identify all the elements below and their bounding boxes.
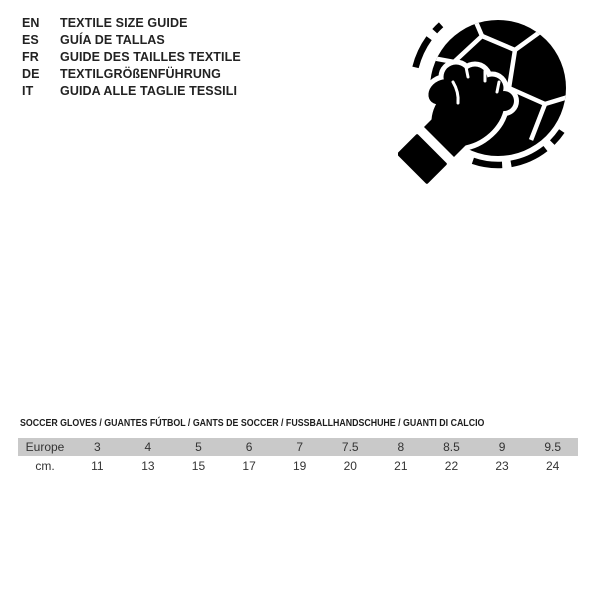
language-code: EN xyxy=(22,16,40,30)
language-code: IT xyxy=(22,84,34,98)
size-table-section xyxy=(20,417,580,476)
size-cell: 23 xyxy=(495,459,509,473)
language-row-it xyxy=(22,83,241,100)
size-cell: 8.5 xyxy=(443,440,460,454)
size-table-title: SOCCER GLOVES / GUANTES FÚTBOL / GANTS DE SOCCER / FUSSBALLHANDSCHUHE / GUANTI DI CALCIO xyxy=(20,417,485,429)
language-label: TEXTILE SIZE GUIDE xyxy=(60,16,188,30)
language-row-de xyxy=(22,66,241,83)
size-cell: 11 xyxy=(91,459,104,473)
size-cell: 5 xyxy=(195,440,202,454)
size-cell: 19 xyxy=(292,459,307,473)
language-code: ES xyxy=(22,33,39,47)
language-label: GUÍA DE TALLAS xyxy=(60,33,165,47)
size-cell: 20 xyxy=(343,459,357,473)
language-label: GUIDA ALLE TAGLIE TESSILI xyxy=(60,84,238,98)
table-row-europe xyxy=(18,438,578,456)
size-cell: 7.5 xyxy=(341,440,359,454)
language-code: FR xyxy=(22,50,39,64)
language-list xyxy=(22,15,241,100)
language-row-fr xyxy=(22,49,241,66)
size-cell: 24 xyxy=(545,459,560,473)
language-label: TEXTILGRÖßENFÜHRUNG xyxy=(60,67,221,81)
language-label: GUIDE DES TAILLES TEXTILE xyxy=(60,50,241,64)
size-cell: 3 xyxy=(93,440,101,454)
size-cell: 21 xyxy=(394,459,408,473)
glove-ball-icon xyxy=(398,0,570,200)
size-cell: 6 xyxy=(245,440,253,454)
size-cell: 13 xyxy=(141,459,155,473)
size-cell: 9.5 xyxy=(544,440,562,454)
size-cell: 22 xyxy=(444,459,459,473)
size-cell: 8 xyxy=(397,440,405,454)
language-row-es xyxy=(22,32,241,49)
row-label: Europe xyxy=(25,440,65,454)
language-code: DE xyxy=(22,67,40,81)
goalkeeper-glove-soccer-ball-icon xyxy=(398,0,570,200)
size-table xyxy=(18,438,578,476)
size-cell: 7 xyxy=(296,440,304,454)
size-cell: 15 xyxy=(191,459,206,473)
size-cell: 4 xyxy=(144,440,152,454)
language-row-en xyxy=(22,15,241,32)
size-cell: 17 xyxy=(242,459,256,473)
size-cell: 9 xyxy=(498,440,506,454)
row-label: cm. xyxy=(35,459,55,473)
table-row-cm xyxy=(18,456,578,476)
